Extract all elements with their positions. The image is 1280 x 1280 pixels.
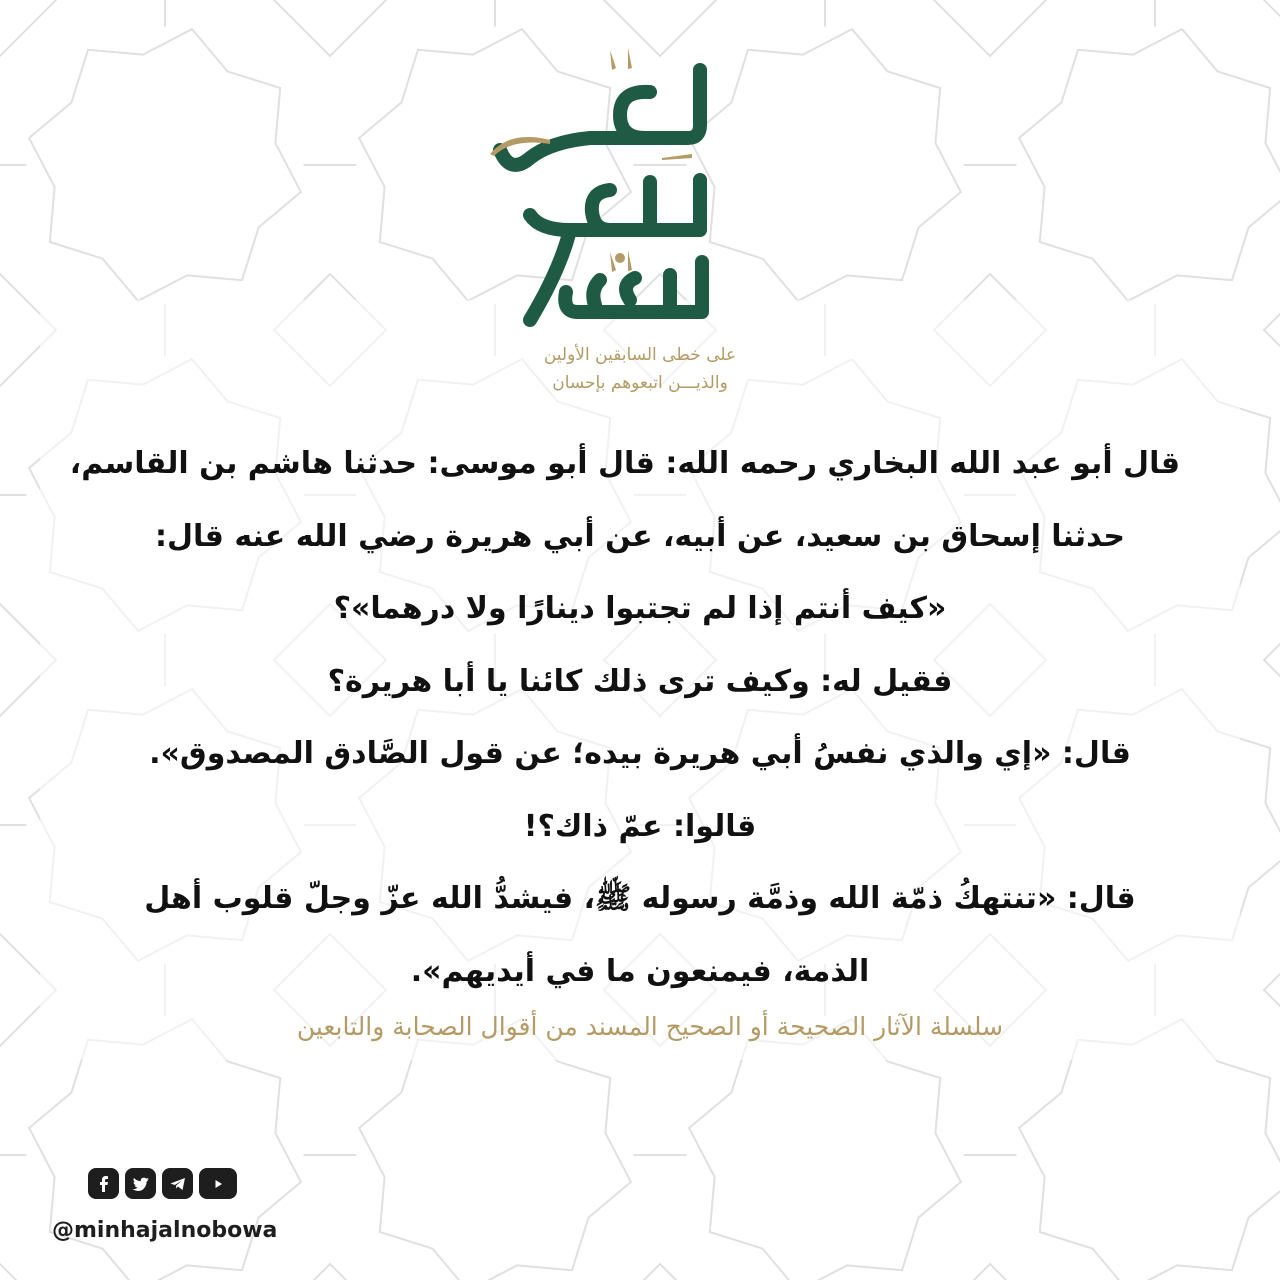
pattern-diamond	[274, 1264, 386, 1280]
youtube-icon[interactable]	[199, 1168, 237, 1199]
social-icons	[88, 1168, 237, 1202]
pattern-diamond	[1264, 934, 1280, 1046]
narration-line: قال أبو عبد الله البخاري رحمه الله: قال أبو موسى: حدثنا هاشم بن القاسم،	[69, 446, 1180, 481]
narration-line: قال: «إي والذي نفسُ أبي هريرة بيده؛ عن قول الصَّادق المصدوق».	[149, 736, 1131, 771]
narration-line: فقيل له: وكيف ترى ذلك كائنا يا أبا هريرة؟	[327, 663, 953, 699]
pattern-diamond	[274, 0, 386, 56]
logo	[470, 30, 810, 410]
narration-text	[69, 428, 1180, 1008]
logo-tagline-line2: والذيـــن اتبعوهم بإحسان	[552, 373, 728, 393]
facebook-icon[interactable]	[88, 1168, 119, 1199]
pattern-diamond	[0, 1264, 56, 1280]
narration-line: حدثنا إسحاق بن سعيد، عن أبيه، عن أبي هريرة رضي الله عنه قال:	[154, 518, 1126, 554]
pattern-star	[1019, 29, 1280, 301]
pattern-diamond	[934, 0, 1046, 56]
pattern-diamond	[1264, 1264, 1280, 1280]
narration-line: قال: «تنتهكُ ذمّة الله وذمَّة رسوله ﷺ، فيشدُّ الله عزّ وجلّ قلوب أهل	[144, 881, 1136, 916]
pattern-diamond	[1264, 0, 1280, 56]
pattern-diamond	[934, 1264, 1046, 1280]
narration-line: الذمة، فيمنعون ما في أيديهم».	[410, 953, 870, 989]
logo-tagline-line1: على خطى السابقين الأولين	[543, 345, 737, 365]
telegram-icon[interactable]	[162, 1168, 193, 1199]
narration-line: قالوا: عمّ ذاك؟!	[523, 808, 757, 844]
pattern-diamond	[1264, 274, 1280, 386]
narration-line: «كيف أنتم إذا لم تجتبوا دينارًا ولا درهما»؟	[333, 591, 947, 626]
series-title: سلسلة الآثار الصحيحة أو الصحيح المسند من أقوال الصحابة والتابعين	[296, 1012, 1004, 1041]
pattern-diamond	[0, 0, 56, 56]
twitter-icon[interactable]	[125, 1168, 156, 1199]
pattern-diamond	[604, 1264, 716, 1280]
pattern-diamond	[1264, 604, 1280, 716]
social-handle[interactable]: @minhajalnobowa	[52, 1218, 278, 1243]
logo-calligraphy	[470, 30, 810, 360]
pattern-star	[29, 29, 301, 301]
